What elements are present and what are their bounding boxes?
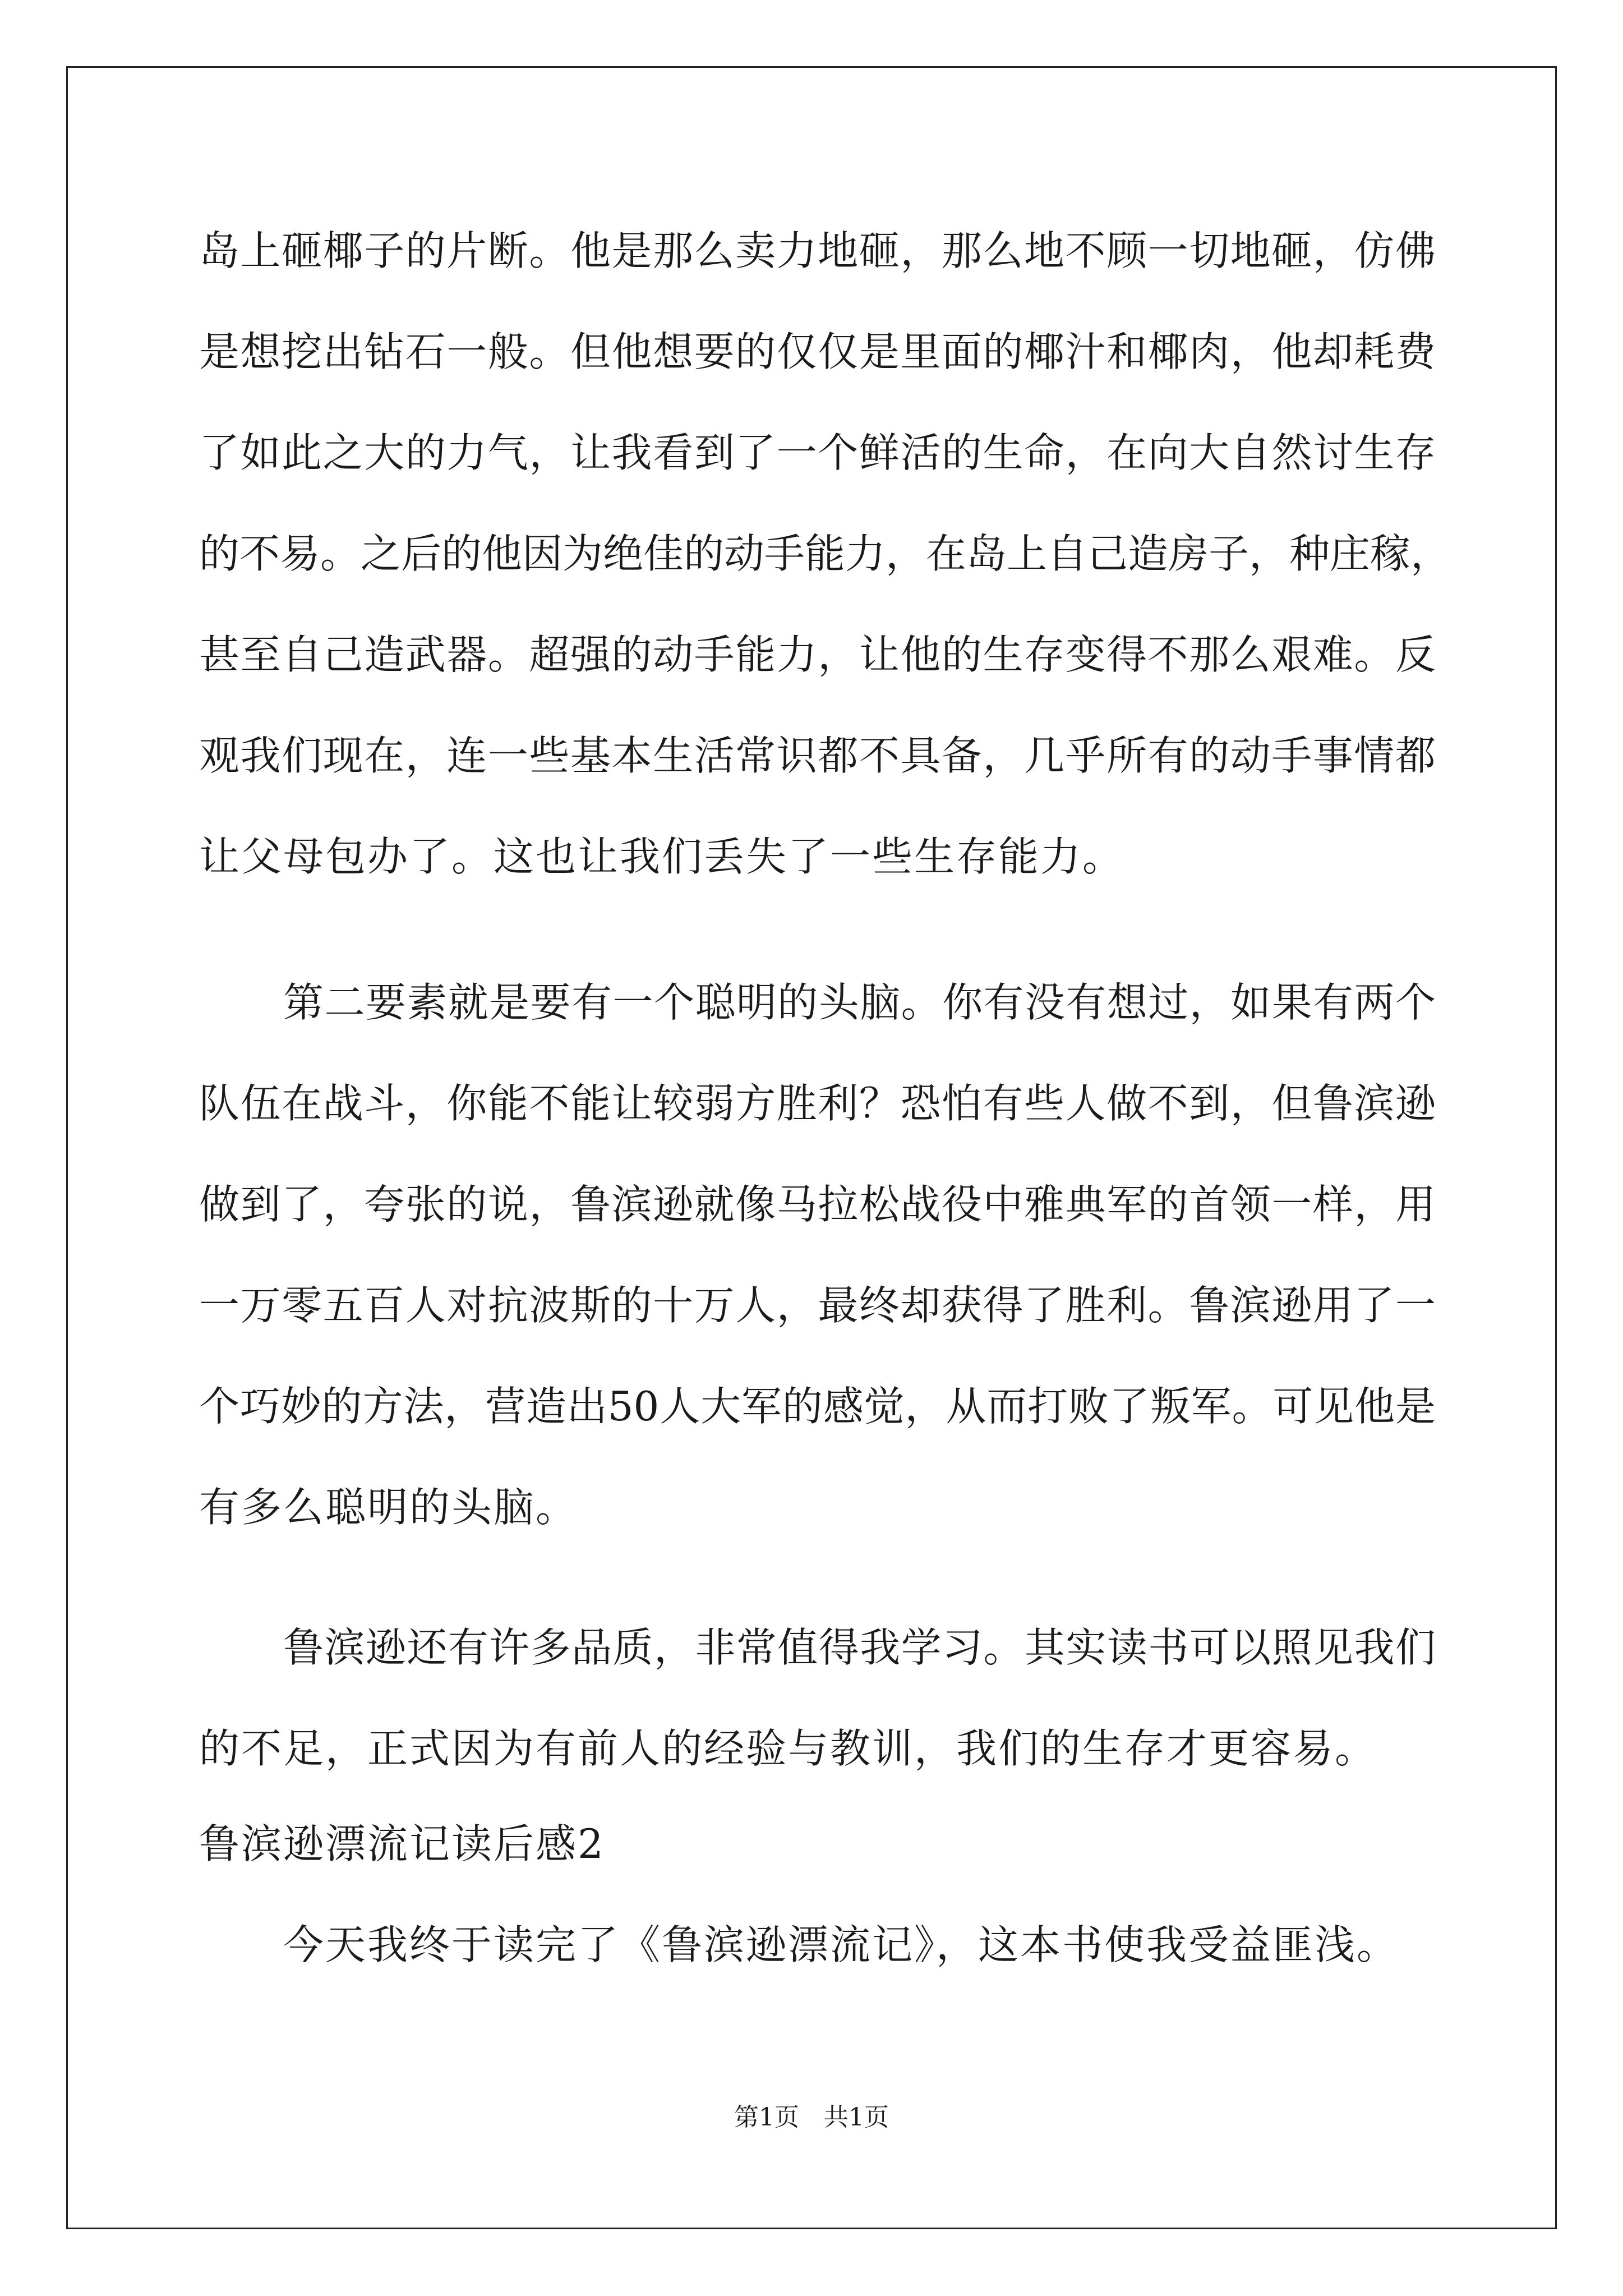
paragraph-line: 是想挖出钻石一般。但他想要的仅仅是里面的椰汁和椰肉，他却耗费 <box>199 328 1436 375</box>
paragraph-line: 一万零五百人对抗波斯的十万人，最终却获得了胜利。鲁滨逊用了一 <box>199 1282 1436 1329</box>
paragraph-line: 做到了，夸张的说，鲁滨逊就像马拉松战役中雅典军的首领一样，用 <box>199 1181 1436 1228</box>
paragraph-line: 第二要素就是要有一个聪明的头脑。你有没有想过，如果有两个 <box>283 979 1436 1026</box>
paragraph-line: 的不足，正式因为有前人的经验与教训，我们的生存才更容易。 <box>199 1725 1377 1772</box>
paragraph-line: 个巧妙的方法，营造出50人大军的感觉，从而打败了叛军。可见他是 <box>199 1383 1436 1430</box>
paragraph-line: 让父母包办了。这也让我们丢失了一些生存能力。 <box>199 833 1125 880</box>
paragraph-line: 的不易。之后的他因为绝佳的动手能力，在岛上自己造房子，种庄稼， <box>199 530 1451 577</box>
paragraph-line: 甚至自己造武器。超强的动手能力，让他的生存变得不那么艰难。反 <box>199 631 1436 678</box>
paragraph-line: 有多么聪明的头脑。 <box>199 1484 578 1531</box>
paragraph-line: 了如此之大的力气，让我看到了一个鲜活的生命，在向大自然讨生存 <box>199 429 1436 476</box>
paragraph-line: 鲁滨逊还有许多品质，非常值得我学习。其实读书可以照见我们 <box>283 1624 1436 1671</box>
paragraph-line: 队伍在战斗，你能不能让较弱方胜利？恐怕有些人做不到，但鲁滨逊 <box>199 1080 1436 1127</box>
paragraph-line: 今天我终于读完了《鲁滨逊漂流记》，这本书使我受益匪浅。 <box>283 1921 1399 1968</box>
paragraph-line: 观我们现在，连一些基本生活常识都不具备，几乎所有的动手事情都 <box>199 732 1436 779</box>
page-number-footer: 第1页 共1页 <box>734 2103 889 2132</box>
paragraph-line: 岛上砸椰子的片断。他是那么卖力地砸，那么地不顾一切地砸，仿佛 <box>199 227 1436 274</box>
section-heading: 鲁滨逊漂流记读后感2 <box>199 1820 605 1867</box>
